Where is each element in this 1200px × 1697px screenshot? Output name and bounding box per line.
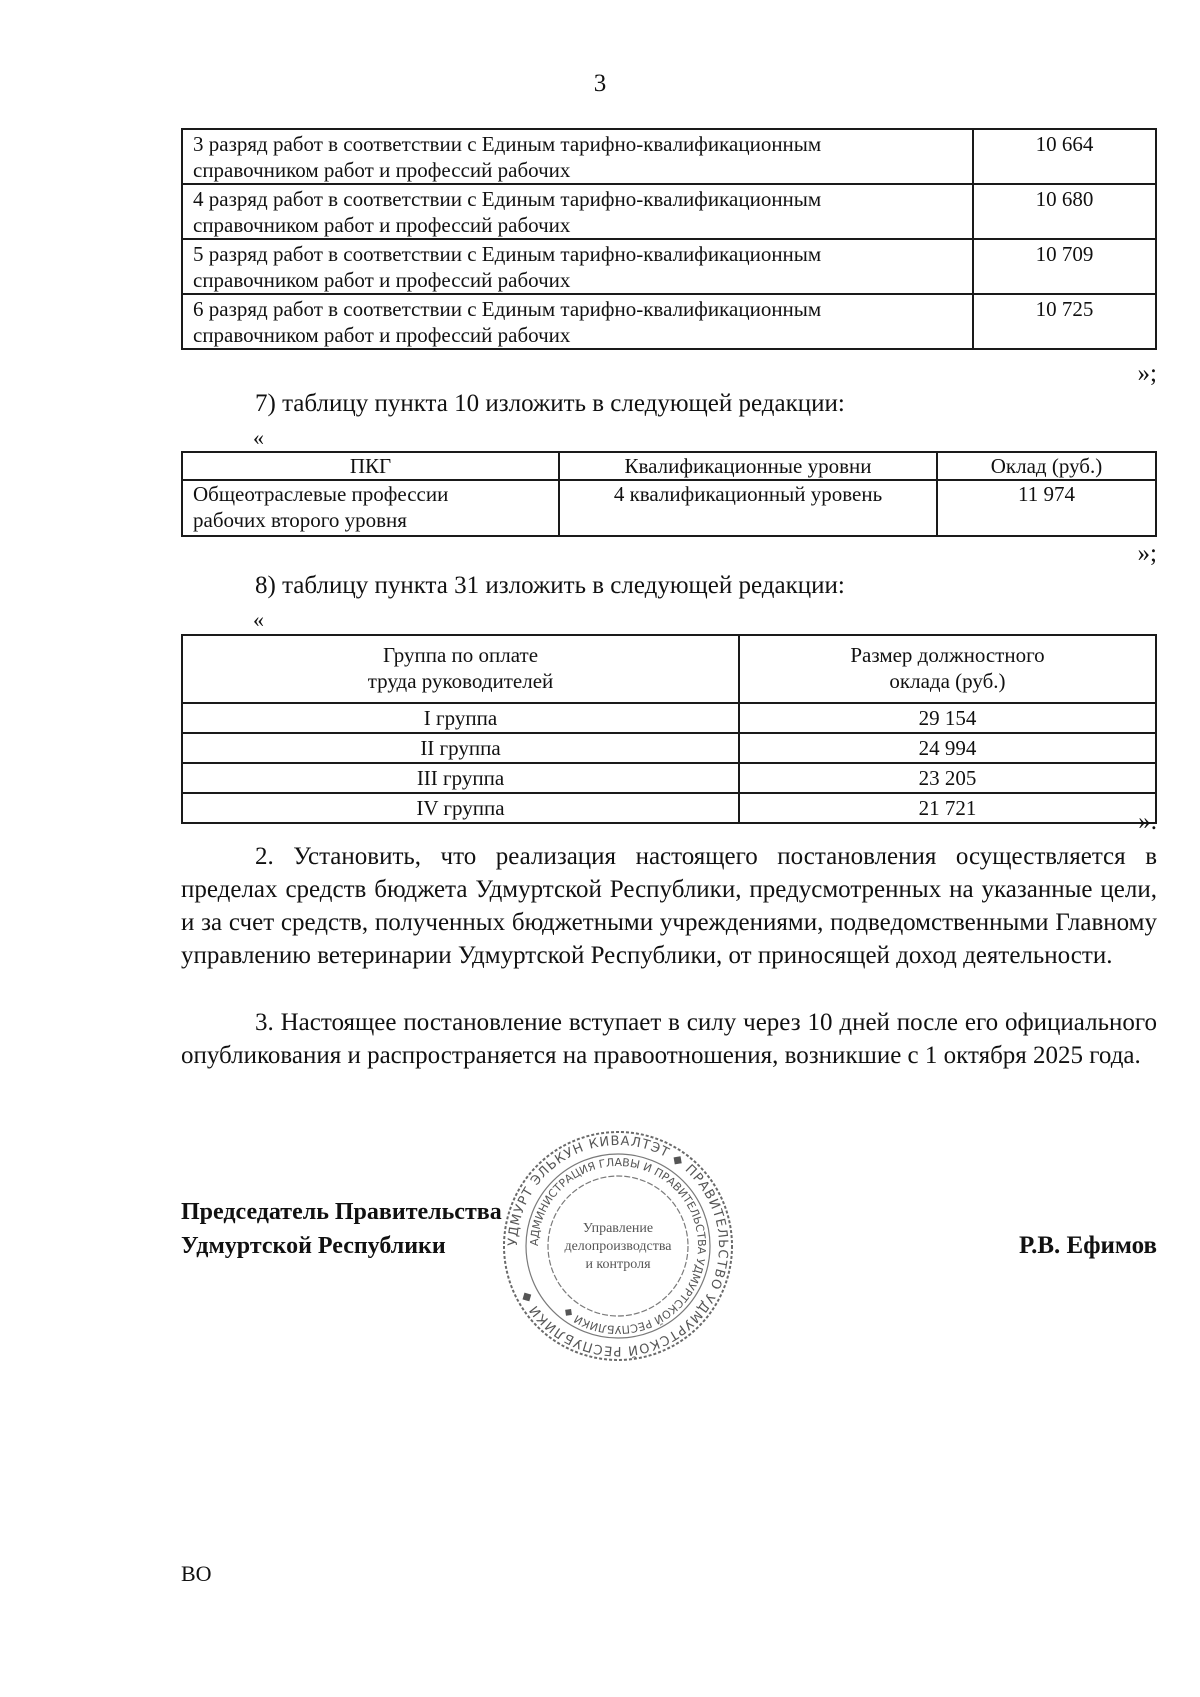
grade-description: 6 разряд работ в соответствии с Единым тарифно-квалификационным справочником работ и профессий рабочих	[182, 294, 973, 349]
table-row	[182, 480, 1156, 536]
table-row	[182, 129, 1156, 184]
closing-quote: ».	[1138, 808, 1157, 835]
paragraph-2: 2. Установить, что реализация настоящего постановления осуществляется в пределах средств бюджета Удмуртской Республики, предусмотренных на указанные цели, и за счет средств, полученных бюджетными учреждениями, подведомственными Главному управлению ветеринарии Удмуртской Республики, от приносящей доход деятельности.	[181, 843, 1157, 969]
pkg-table	[181, 451, 1157, 537]
table-row	[182, 294, 1156, 349]
closing-quote: »;	[1137, 360, 1157, 387]
group-cell: III группа	[182, 763, 739, 793]
paragraph-3: 3. Настоящее постановление вступает в силу через 10 дней после его официального опубликования и распространяется на правоотношения, возникшие с 1 октября 2025 года.	[181, 1009, 1158, 1069]
group-cell: I группа	[182, 703, 739, 733]
grade-value: 10 725	[973, 294, 1156, 349]
column-header: ПКГ	[182, 452, 559, 480]
salary-cell: 11 974	[937, 480, 1156, 536]
table-row	[182, 184, 1156, 239]
column-header: Оклад (руб.)	[937, 452, 1156, 480]
svg-text:Управление: Управление	[582, 1221, 654, 1236]
official-seal	[500, 1128, 736, 1364]
value-cell: 23 205	[739, 763, 1156, 793]
column-header: Размер должностного оклада (руб.)	[739, 635, 1156, 703]
svg-text:АДМИНИСТРАЦИЯ ГЛАВЫ И ПРАВИТЕЛ: АДМИНИСТРАЦИЯ ГЛАВЫ И ПРАВИТЕЛЬСТВА УДМУРТСКОЙ РЕСПУБЛИКИ ◆	[527, 1155, 709, 1336]
grade-value: 10 680	[973, 184, 1156, 239]
table-header-row	[182, 635, 1156, 703]
grade-description: 5 разряд работ в соответствии с Единым тарифно-квалификационным справочником работ и профессий рабочих	[182, 239, 973, 294]
manager-groups-table	[181, 634, 1157, 824]
table-row	[182, 793, 1156, 823]
page-number: 3	[593, 70, 607, 97]
group-cell: II группа	[182, 733, 739, 763]
table-row	[182, 733, 1156, 763]
value-cell: 21 721	[739, 793, 1156, 823]
closing-quote: »;	[1137, 540, 1157, 567]
svg-text:и контроля: и контроля	[585, 1257, 651, 1272]
grade-value: 10 664	[973, 129, 1156, 184]
column-header: Квалификационные уровни	[559, 452, 937, 480]
table-header-row	[182, 452, 1156, 480]
table-row	[182, 703, 1156, 733]
signatory-name: Р.В. Ефимов	[1018, 1232, 1157, 1259]
column-header: Группа по оплате труда руководителей	[182, 635, 739, 703]
signature-title: Председатель Правительства Удмуртской Республики	[181, 1199, 502, 1259]
group-cell: IV группа	[182, 793, 739, 823]
value-cell: 29 154	[739, 703, 1156, 733]
level-cell: 4 квалификационный уровень	[559, 480, 937, 536]
opening-quote: «	[253, 607, 264, 632]
footer-code: ВО	[181, 1561, 212, 1586]
grade-description: 3 разряд работ в соответствии с Единым тарифно-квалификационным справочником работ и профессий рабочих	[182, 129, 973, 184]
svg-text:УДМУРТ ЭЛЬКУН КИВАЛТЭТ ◆ ПРАВИ: УДМУРТ ЭЛЬКУН КИВАЛТЭТ ◆ ПРАВИТЕЛЬСТВО УДМУРТСКОЙ РЕСПУБЛИКИ ◆	[505, 1133, 731, 1359]
table-row	[182, 239, 1156, 294]
grade-value: 10 709	[973, 239, 1156, 294]
value-cell: 24 994	[739, 733, 1156, 763]
pkg-cell: Общеотраслевые профессии рабочих второго уровня	[182, 480, 559, 536]
grades-table	[181, 128, 1157, 350]
item-7-text: 7) таблицу пункта 10 изложить в следующей редакции:	[255, 390, 845, 417]
item-8-text: 8) таблицу пункта 31 изложить в следующей редакции:	[255, 572, 845, 599]
grade-description: 4 разряд работ в соответствии с Единым тарифно-квалификационным справочником работ и профессий рабочих	[182, 184, 973, 239]
svg-text:делопроизводства: делопроизводства	[564, 1239, 672, 1254]
opening-quote: «	[253, 425, 264, 450]
table-row	[182, 763, 1156, 793]
